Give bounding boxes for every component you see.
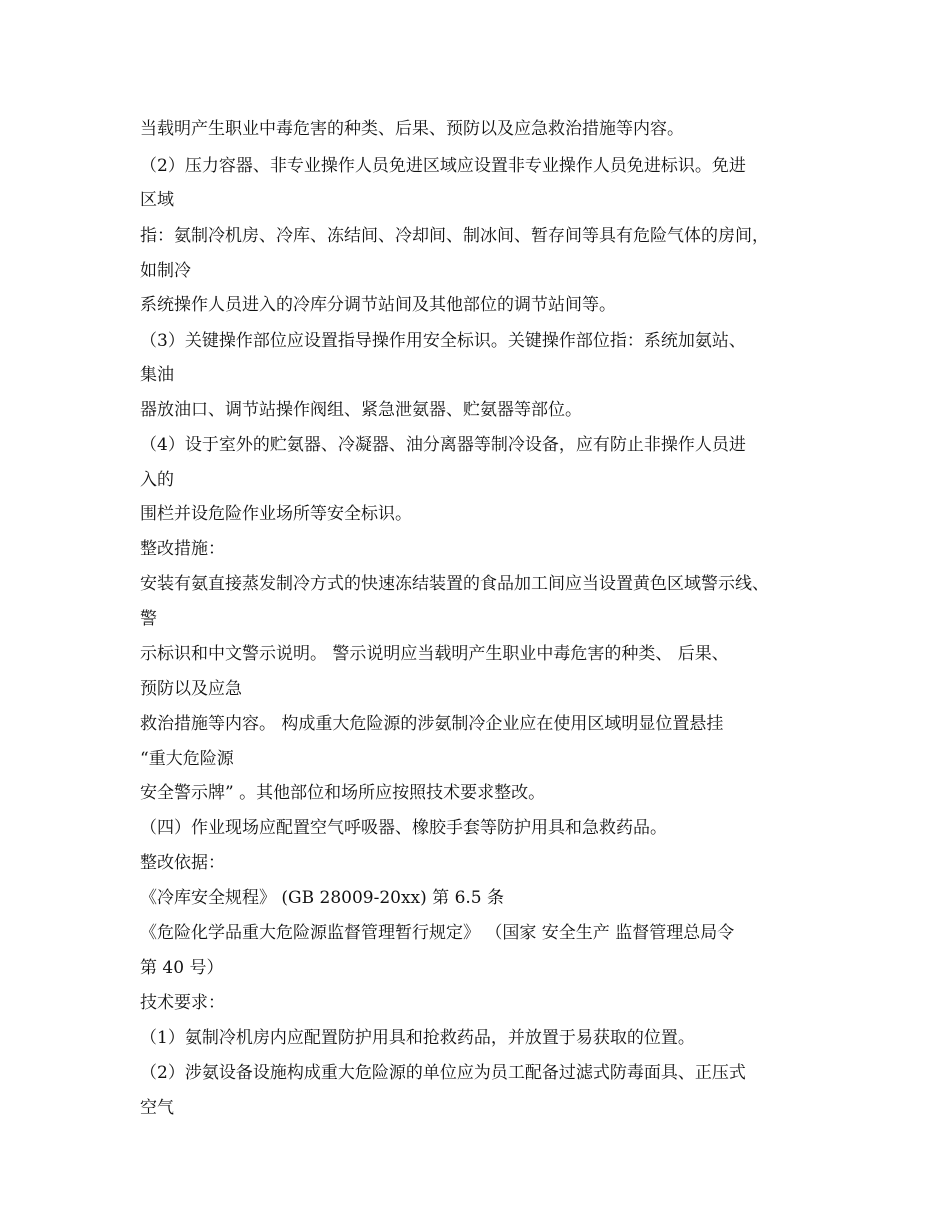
- text-line: （3）关键操作部位应设置指导操作用安全标识。关键操作部位指：系统加氨站、: [140, 331, 746, 351]
- text-line: 整改措施：: [140, 539, 225, 559]
- text-line: 指：氨制冷机房、冷库、冻结间、冷却间、制冰间、暂存间等具有危险气体的房间，: [140, 226, 769, 246]
- text-line: 安全警示牌” 。其他部位和场所应按照技术要求整改。: [140, 783, 546, 803]
- text-line: 如制冷: [140, 261, 191, 281]
- text-line: 集油: [140, 365, 174, 385]
- text-line: （1）氨制冷机房内应配置防护用具和抢救药品，并放置于易获取的位置。: [140, 1028, 695, 1048]
- text-line: （2）涉氨设备设施构成重大危险源的单位应为员工配备过滤式防毒面具、正压式: [140, 1063, 746, 1083]
- text-line: 《危险化学品重大危险源监督管理暂行规定》 （国家 安全生产 监督管理总局令: [140, 923, 735, 943]
- text-line: 救治措施等内容。 构成重大危险源的涉氨制冷企业应在使用区域明显位置悬挂: [140, 714, 724, 734]
- text-line: 入的: [140, 470, 174, 490]
- text-line: （2）压力容器、非专业操作人员免进区域应设置非专业操作人员免进标识。免进: [140, 156, 746, 176]
- text-line: 空气: [140, 1098, 174, 1118]
- text-line: 第 40 号）: [140, 958, 224, 978]
- text-line: 警: [140, 609, 157, 629]
- text-line: （四）作业现场应配置空气呼吸器、橡胶手套等防护用具和急救药品。: [140, 818, 667, 838]
- text-line: （4）设于室外的贮氨器、冷凝器、油分离器等制冷设备，应有防止非操作人员进: [140, 435, 746, 455]
- text-line: 示标识和中文警示说明。 警示说明应当载明产生职业中毒危害的种类、 后果、: [140, 644, 729, 664]
- text-line: 技术要求：: [140, 993, 225, 1013]
- text-line: 预防以及应急: [140, 679, 242, 699]
- text-line: 器放油口、调节站操作阀组、紧急泄氨器、贮氨器等部位。: [140, 400, 582, 420]
- text-line: 区域: [140, 190, 174, 210]
- text-line: 《冷库安全规程》 (GB 28009-20xx) 第 6.5 条: [140, 888, 505, 908]
- text-line: 系统操作人员进入的冷库分调节站间及其他部位的调节站间等。: [140, 295, 616, 315]
- text-line: 安装有氨直接蒸发制冷方式的快速冻结装置的食品加工间应当设置黄色区域警示线、: [140, 574, 769, 594]
- text-line: 围栏并设危险作业场所等安全标识。: [140, 504, 412, 524]
- text-line: 整改依据：: [140, 853, 225, 873]
- text-line: 当载明产生职业中毒危害的种类、后果、预防以及应急救治措施等内容。: [140, 119, 684, 139]
- text-line: “重大危险源: [140, 749, 234, 769]
